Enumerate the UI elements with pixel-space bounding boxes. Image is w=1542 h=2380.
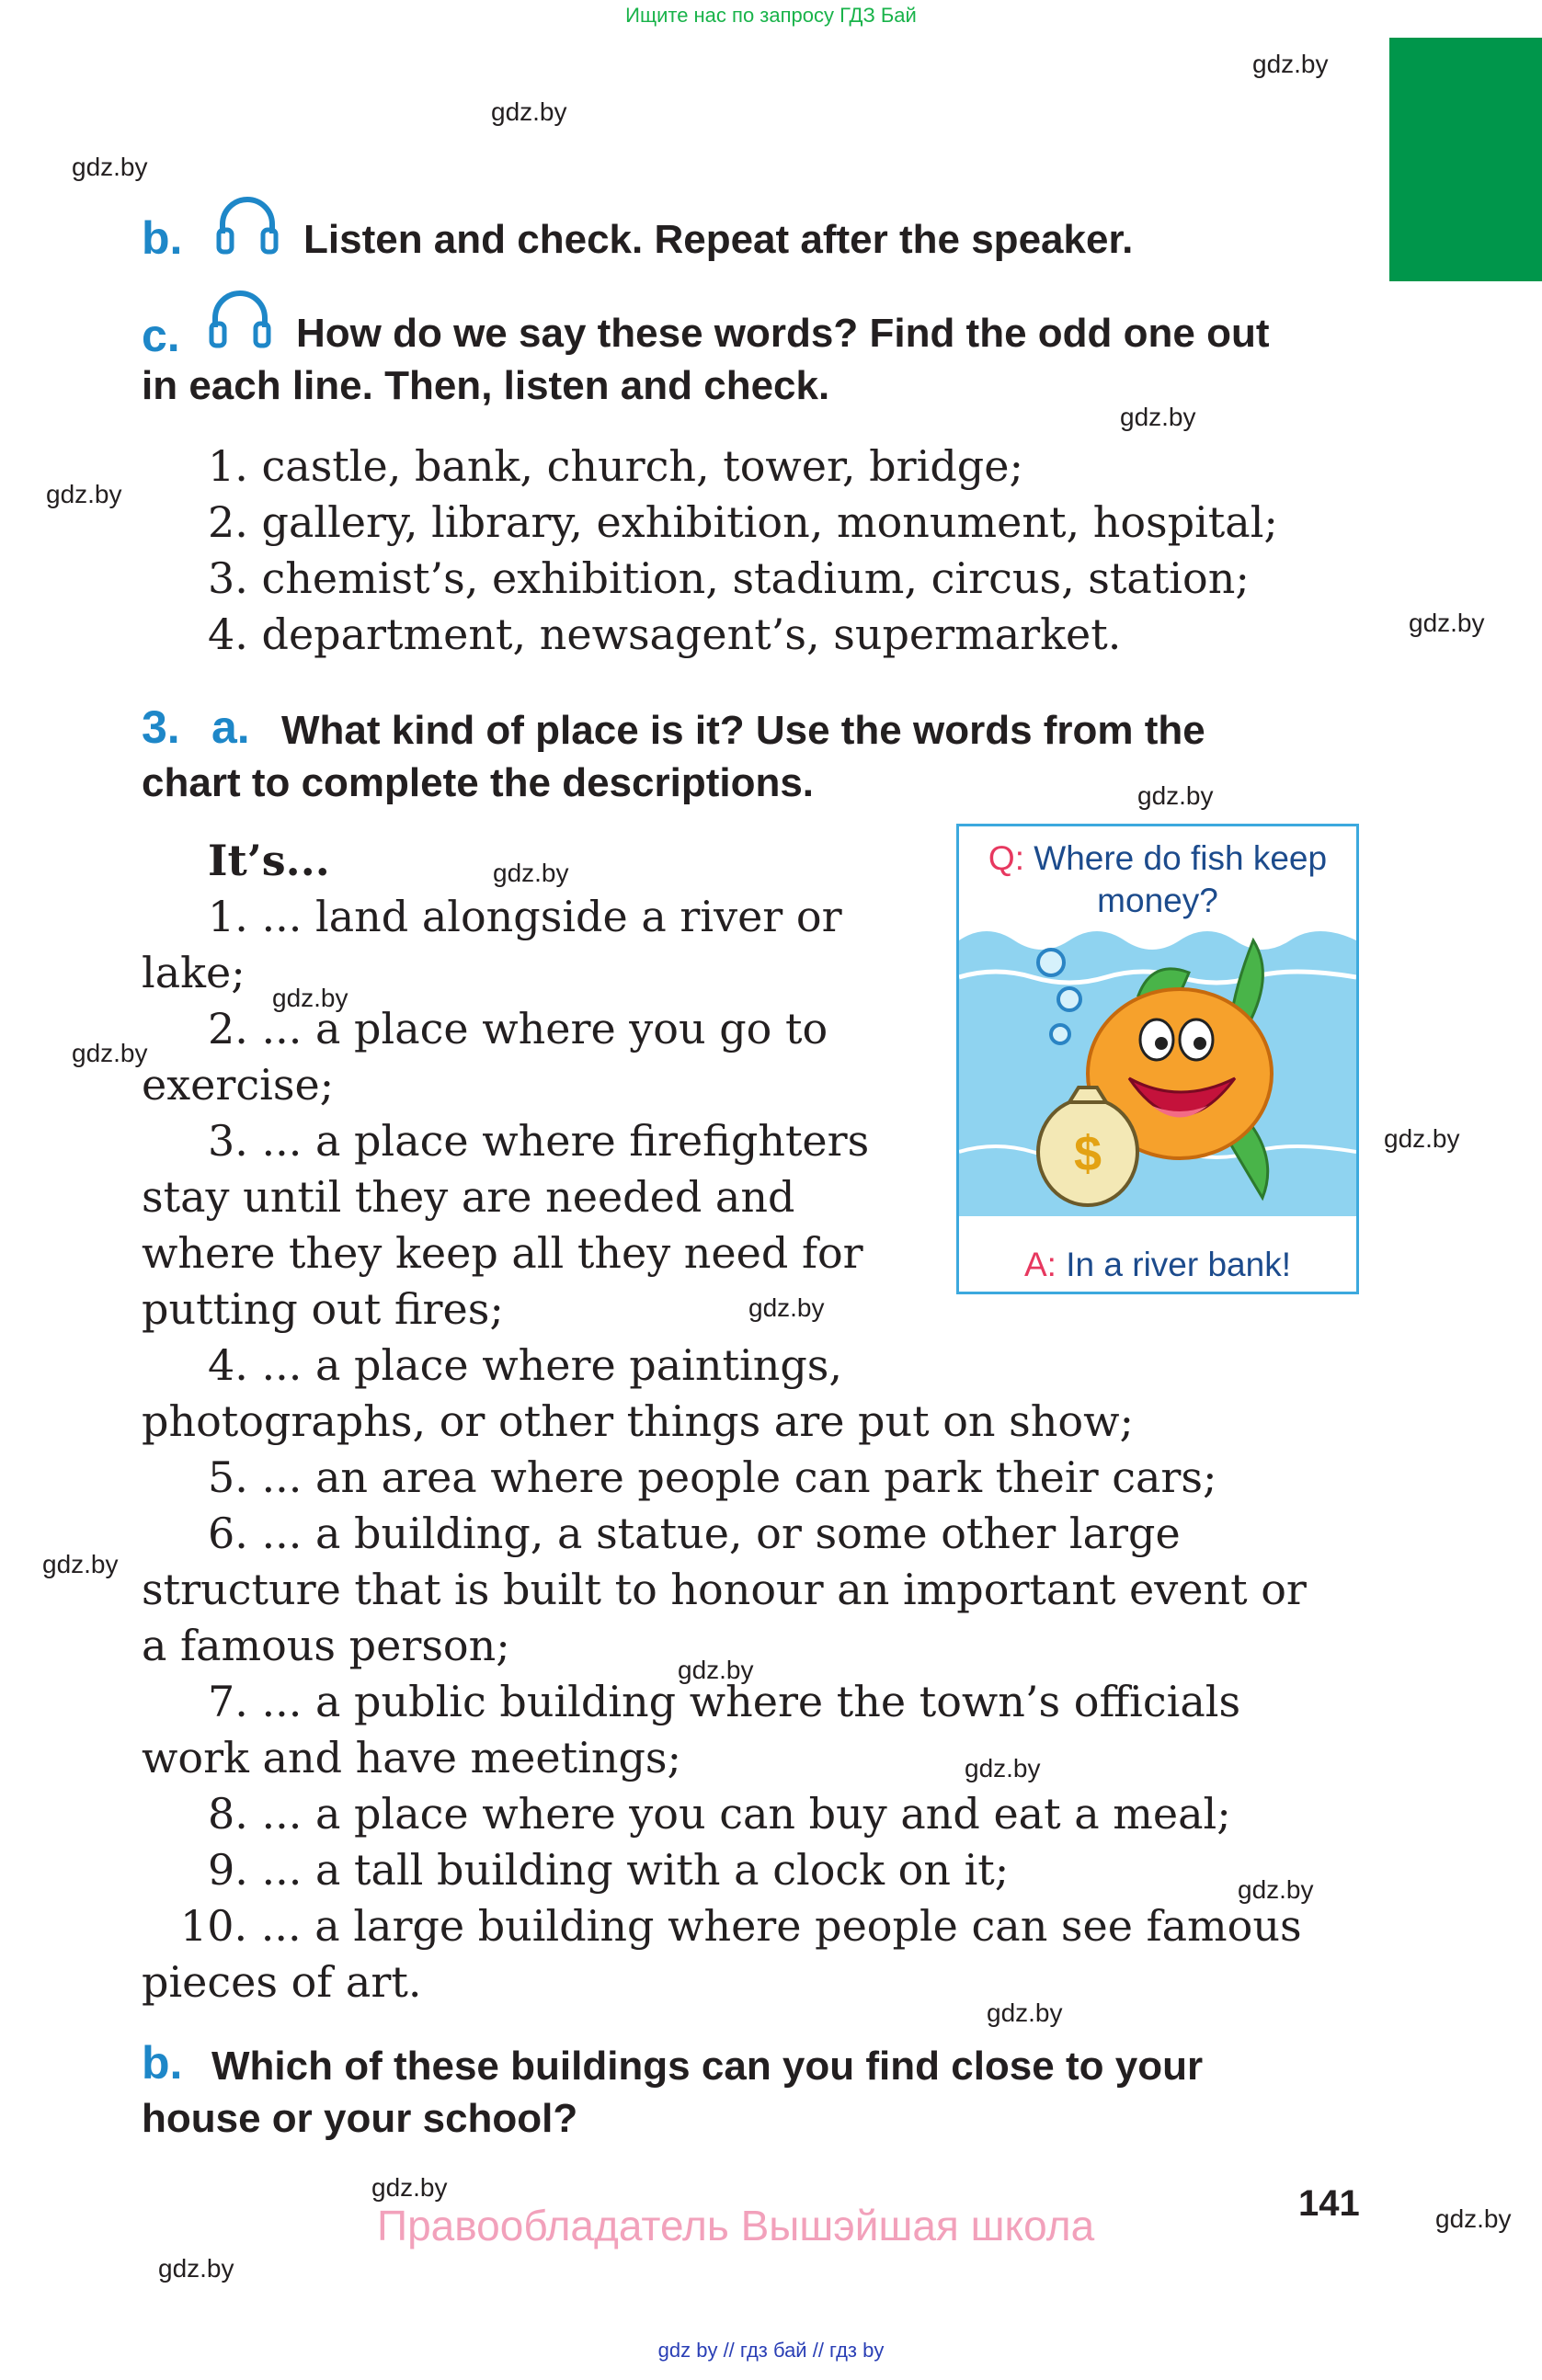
list-item: 4. department, newsagent’s, supermarket. (208, 609, 1122, 659)
watermark: gdz.by (1238, 1875, 1314, 1904)
watermark: gdz.by (1137, 781, 1214, 810)
fish-illustration (959, 922, 1356, 1216)
exercise-instruction: chart to complete the descriptions. (142, 760, 815, 805)
description-item: 8. ... a place where you can buy and eat a meal; (208, 1789, 1231, 1839)
cartoon-answer: A: In a river bank! (1024, 1246, 1291, 1283)
description-item: a famous person; (142, 1621, 510, 1670)
description-item: 9. ... a tall building with a clock on it; (208, 1845, 1010, 1895)
description-item: 1. ... land alongside a river or (208, 892, 842, 941)
joke-cartoon (956, 824, 1359, 1294)
watermark: gdz.by (72, 1039, 148, 1067)
exercise-instruction: Which of these buildings can you find close to your (211, 2044, 1204, 2089)
list-item: 1. castle, bank, church, tower, bridge; (208, 441, 1023, 491)
watermark: gdz.by (965, 1754, 1041, 1782)
exercise-instruction: house or your school? (142, 2096, 578, 2141)
description-item: putting out fires; (142, 1284, 504, 1334)
watermark: gdz.by (272, 984, 348, 1012)
watermark: gdz.by (371, 2173, 448, 2202)
watermark: gdz.by (678, 1656, 754, 1684)
exercise-instruction: in each line. Then, listen and check. (142, 363, 830, 408)
description-item: lake; (142, 948, 246, 997)
list-item: 3. chemist’s, exhibition, stadium, circus, station; (208, 553, 1250, 603)
list-item: 2. gallery, library, exhibition, monument, hospital; (208, 497, 1278, 547)
description-item: 10. ... a large building where people can see famous (180, 1901, 1302, 1951)
watermark: gdz.by (1384, 1124, 1460, 1153)
exercise-instruction: Listen and check. Repeat after the speaker. (303, 217, 1134, 262)
description-item: 7. ... a public building where the town’s officials (208, 1677, 1241, 1726)
watermark: gdz.by (1252, 50, 1329, 78)
description-item: photographs, or other things are put on show; (142, 1396, 1134, 1446)
description-item: structure that is built to honour an important event or (142, 1565, 1307, 1614)
watermark: gdz.by (1409, 609, 1485, 637)
watermark: gdz.by (42, 1550, 119, 1578)
lead-in: It’s... (208, 836, 330, 885)
top-note[interactable]: Ищите нас по запросу ГДЗ Бай (625, 4, 917, 27)
watermark: gdz.by (748, 1293, 825, 1322)
exercise-letter: b. (142, 212, 183, 264)
exercise-number: 3. (142, 701, 180, 753)
page-number: 141 (1298, 2183, 1360, 2224)
description-item: pieces of art. (142, 1957, 422, 2007)
bubble-icon (1051, 1025, 1069, 1043)
description-item: 6. ... a building, a statue, or some other large (208, 1509, 1181, 1558)
svg-text:$: $ (1073, 1126, 1102, 1181)
watermark: gdz.by (1120, 403, 1196, 431)
watermark: gdz.by (72, 153, 148, 181)
exercise-instruction: What kind of place is it? Use the words from the (281, 708, 1205, 753)
watermark: gdz.by (987, 1999, 1063, 2027)
description-item: 2. ... a place where you go to (208, 1004, 828, 1053)
headphones-icon[interactable] (213, 193, 281, 259)
watermark: gdz.by (493, 859, 569, 887)
description-item: 3. ... a place where firefighters (208, 1116, 870, 1166)
exercise-letter: a. (211, 701, 250, 753)
description-item: stay until they are needed and (142, 1172, 795, 1222)
description-item: 4. ... a place where paintings, (208, 1340, 842, 1390)
exercise-letter: b. (142, 2037, 183, 2089)
bubble-icon (1058, 988, 1080, 1010)
watermark: gdz.by (1435, 2204, 1512, 2233)
description-item: 5. ... an area where people can park their cars; (208, 1452, 1217, 1502)
watermark: gdz.by (491, 97, 567, 126)
exercise-instruction: How do we say these words? Find the odd one out (296, 311, 1270, 356)
description-item: where they keep all they need for (142, 1228, 863, 1278)
headphones-icon[interactable] (206, 287, 274, 353)
footer-links[interactable]: gdz by // гдз бай // гдз by (657, 2339, 885, 2362)
page-edge-tab (1389, 38, 1542, 281)
cartoon-question: Q: Where do fish keep money? (988, 839, 1328, 919)
watermark: gdz.by (158, 2254, 234, 2283)
copyright-owner: Правообладатель Вышэйшая школа (377, 2202, 1095, 2249)
watermark: gdz.by (46, 480, 122, 508)
bubble-icon (1038, 950, 1064, 975)
exercise-letter: c. (142, 310, 180, 361)
description-item: exercise; (142, 1060, 335, 1110)
description-item: work and have meetings; (142, 1733, 681, 1782)
